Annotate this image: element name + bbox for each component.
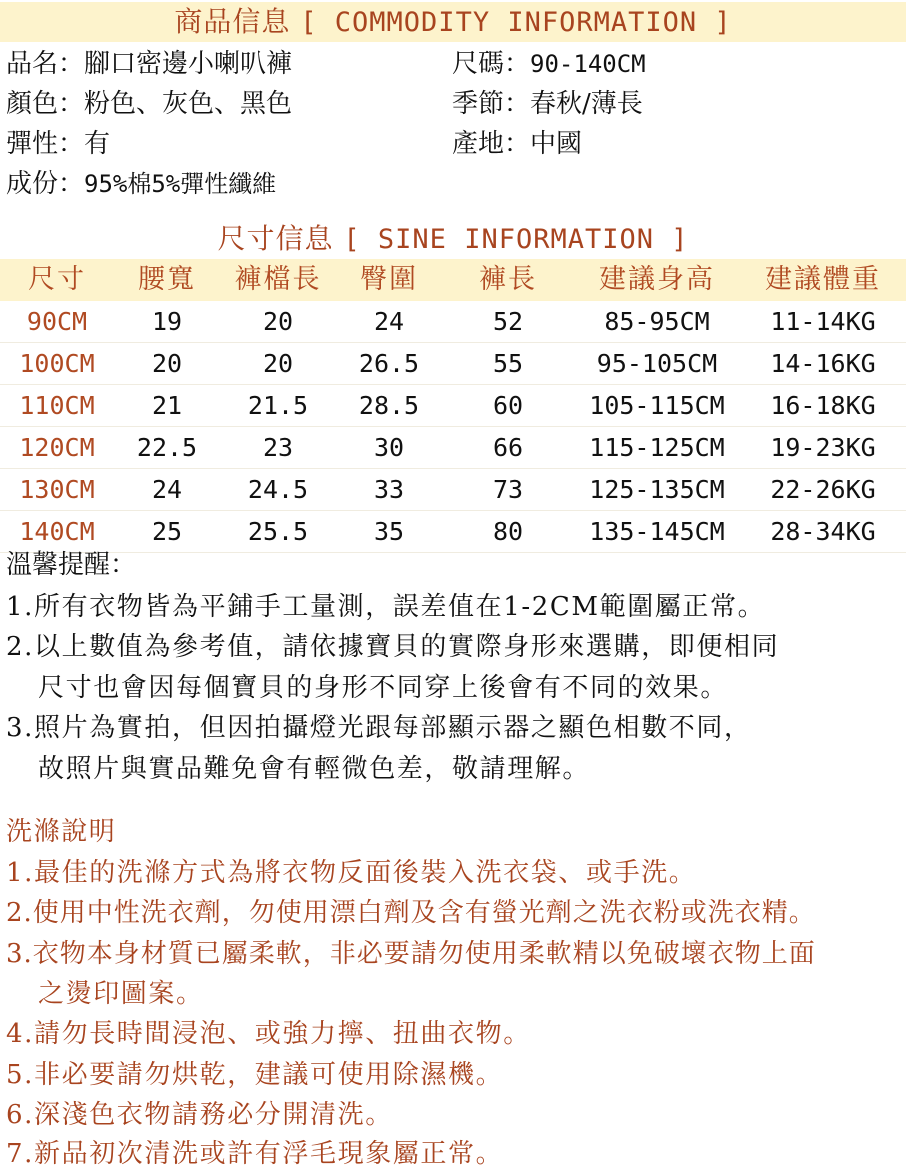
season-label: 季節： — [452, 89, 531, 119]
table-row — [0, 343, 906, 385]
cell-waist: 24 — [151, 475, 183, 504]
color-value: 粉色、灰色、黑色 — [84, 89, 293, 119]
cell-size: 140CM — [19, 517, 95, 546]
commodity-title-zh: 商品信息 — [174, 5, 291, 38]
washing-line: 2.使用中性洗衣劑，勿使用漂白劑及含有螢光劑之洗衣粉或洗衣精。 — [6, 898, 816, 928]
material-line — [6, 164, 276, 204]
cell-length: 73 — [492, 475, 524, 504]
table-row — [0, 427, 906, 469]
size-range-line — [452, 44, 646, 84]
notes-title: 溫馨提醒： — [6, 550, 137, 580]
header-weight: 建議體重 — [765, 264, 881, 295]
elastic-value: 有 — [84, 129, 111, 159]
origin-value: 中國 — [530, 129, 583, 159]
size-info-title-en: [ SINE INFORMATION ] — [343, 224, 689, 255]
season-line — [452, 84, 643, 124]
header-length: 褲長 — [479, 264, 537, 295]
cell-waist: 22.5 — [136, 433, 198, 462]
header-waist: 腰寬 — [138, 264, 196, 295]
product-name-label: 品名： — [6, 49, 85, 79]
cell-rise: 20 — [262, 307, 294, 336]
cell-height: 95-105CM — [596, 349, 718, 378]
washing-line: 7.新品初次清洗或許有浮毛現象屬正常。 — [6, 1139, 504, 1169]
washing-line: 之燙印圖案。 — [38, 979, 204, 1009]
cell-size: 110CM — [19, 391, 95, 420]
cell-size: 120CM — [19, 433, 95, 462]
note-line: 3.照片為實拍，但因拍攝燈光跟每部顯示器之顯色相數不同， — [6, 713, 752, 743]
commodity-title-en: [ COMMODITY INFORMATION ] — [300, 7, 732, 38]
cell-hip: 30 — [373, 433, 405, 462]
table-row — [0, 385, 906, 427]
cell-weight: 16-18KG — [770, 391, 876, 420]
size-table — [0, 259, 906, 553]
cell-length: 52 — [492, 307, 524, 336]
cell-hip: 35 — [373, 517, 405, 546]
size-range-label: 尺碼： — [452, 49, 531, 79]
cell-height: 115-125CM — [589, 433, 725, 462]
size-range-value: 90-140CM — [530, 50, 646, 78]
color-label: 顏色： — [6, 89, 85, 119]
cell-hip: 24 — [373, 307, 405, 336]
table-row — [0, 469, 906, 511]
washing-line: 6.深淺色衣物請務必分開清洗。 — [6, 1100, 393, 1130]
product-name-line — [6, 44, 292, 84]
cell-rise: 24.5 — [247, 475, 309, 504]
cell-weight: 28-34KG — [770, 517, 876, 546]
note-line: 1.所有衣物皆為平鋪手工量測，誤差值在1-2CM範圍屬正常。 — [6, 592, 766, 622]
washing-title: 洗滌說明 — [6, 817, 117, 847]
header-hip: 臀圍 — [360, 264, 418, 295]
cell-waist: 25 — [151, 517, 183, 546]
washing-line: 5.非必要請勿烘乾，建議可使用除濕機。 — [6, 1060, 504, 1090]
product-name-value: 腳口密邊小喇叭褲 — [84, 49, 293, 79]
cell-rise: 21.5 — [247, 391, 309, 420]
elastic-label: 彈性： — [6, 129, 85, 159]
cell-height: 125-135CM — [589, 475, 725, 504]
cell-weight: 11-14KG — [770, 307, 876, 336]
header-rise: 褲檔長 — [234, 264, 322, 295]
origin-label: 產地： — [452, 129, 531, 159]
size-info-title — [0, 219, 906, 260]
washing-line: 3.衣物本身材質已屬柔軟，非必要請勿使用柔軟精以免破壞衣物上面 — [6, 939, 816, 969]
elastic-line — [6, 124, 110, 164]
cell-rise: 23 — [262, 433, 294, 462]
cell-length: 80 — [492, 517, 524, 546]
origin-line — [452, 124, 582, 164]
cell-height: 135-145CM — [589, 517, 725, 546]
table-row — [0, 301, 906, 343]
cell-waist: 19 — [151, 307, 183, 336]
cell-length: 55 — [492, 349, 524, 378]
season-value: 春秋/薄長 — [530, 89, 643, 119]
header-size: 尺寸 — [28, 264, 86, 295]
note-line: 故照片與實品難免會有輕微色差，敬請理解。 — [38, 754, 591, 784]
cell-size: 100CM — [19, 349, 95, 378]
cell-size: 130CM — [19, 475, 95, 504]
cell-weight: 19-23KG — [770, 433, 876, 462]
cell-waist: 20 — [151, 349, 183, 378]
note-line: 尺寸也會因每個寶貝的身形不同穿上後會有不同的效果。 — [38, 673, 729, 703]
cell-waist: 21 — [151, 391, 183, 420]
cell-height: 105-115CM — [589, 391, 725, 420]
washing-line: 4.請勿長時間浸泡、或強力擰、扭曲衣物。 — [6, 1019, 531, 1049]
size-table-header — [0, 259, 906, 301]
cell-rise: 20 — [262, 349, 294, 378]
cell-size: 90CM — [26, 307, 88, 336]
cell-rise: 25.5 — [247, 517, 309, 546]
cell-hip: 28.5 — [358, 391, 420, 420]
cell-length: 66 — [492, 433, 524, 462]
commodity-info-banner — [0, 2, 906, 42]
material-value: 95%棉5%彈性纖維 — [84, 170, 277, 198]
note-line: 2.以上數值為參考值，請依據寶貝的實際身形來選購，即便相同 — [6, 632, 780, 662]
cell-hip: 26.5 — [358, 349, 420, 378]
cell-weight: 14-16KG — [770, 349, 876, 378]
cell-weight: 22-26KG — [770, 475, 876, 504]
cell-height: 85-95CM — [604, 307, 710, 336]
color-line — [6, 84, 292, 124]
cell-length: 60 — [492, 391, 524, 420]
cell-hip: 33 — [373, 475, 405, 504]
washing-line: 1.最佳的洗滌方式為將衣物反面後裝入洗衣袋、或手洗。 — [6, 858, 697, 888]
header-height: 建議身高 — [599, 264, 715, 295]
material-label: 成份： — [6, 169, 85, 199]
size-info-title-zh: 尺寸信息 — [217, 222, 334, 255]
